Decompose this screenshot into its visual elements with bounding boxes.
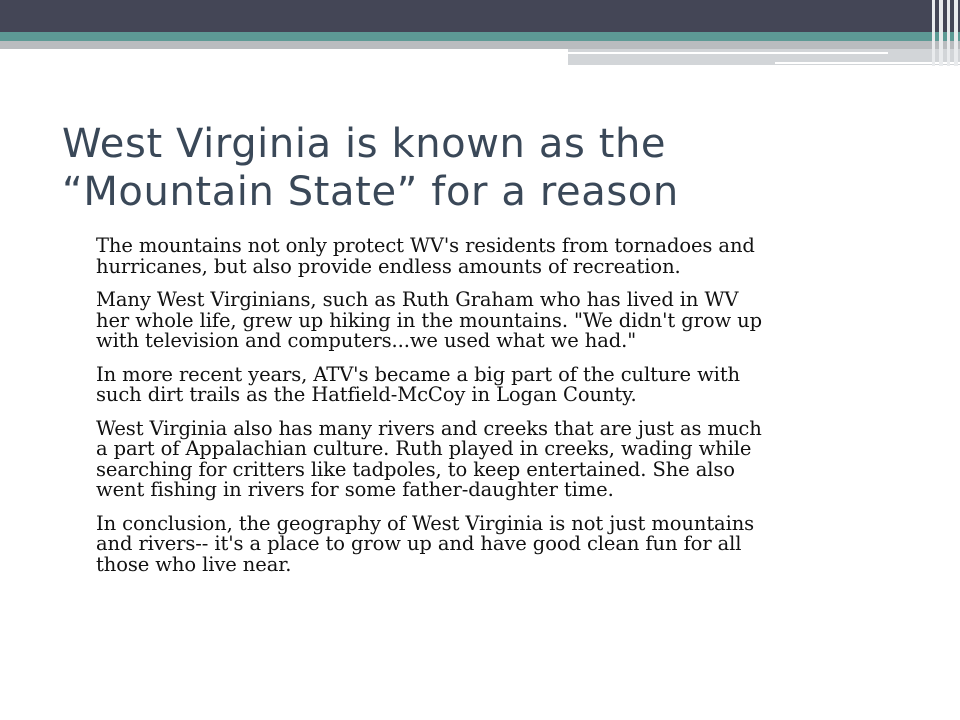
header-band-gray bbox=[0, 41, 960, 49]
body-text-line: In more recent years, ATV's became a big part of the culture with bbox=[96, 362, 741, 386]
body-text-line: a part of Appalachian culture. Ruth played in creeks, wading while bbox=[96, 437, 752, 460]
header-band-dark bbox=[0, 0, 960, 32]
slide-title bbox=[62, 120, 922, 216]
slide-title-line: West Virginia is known as the bbox=[62, 121, 667, 167]
header-band-teal bbox=[0, 32, 960, 41]
paragraph-mountains-protection bbox=[96, 236, 906, 277]
body-text-line: The mountains not only protect WV's residents from tornadoes and bbox=[96, 234, 755, 257]
body-text-line: with television and computers...we used what we had." bbox=[96, 329, 637, 352]
paragraph-ruth-graham-hiking bbox=[96, 290, 906, 352]
body-text-line: Many West Virginians, such as Ruth Graham who has lived in WV bbox=[96, 288, 739, 311]
header-edge-bars bbox=[930, 0, 960, 66]
paragraph-rivers-creeks bbox=[96, 416, 906, 501]
body-text-line: went fishing in rivers for some father-daughter time. bbox=[96, 478, 614, 501]
body-text-line: her whole life, grew up hiking in the mountains. "We didn't grow up bbox=[96, 308, 763, 332]
slide-body bbox=[96, 236, 906, 588]
body-text-line: those who live near. bbox=[96, 552, 292, 576]
body-text-line: In conclusion, the geography of West Virginia is not just mountains bbox=[96, 511, 755, 535]
slide-title-line: “Mountain State” for a reason bbox=[62, 169, 679, 215]
body-text-line: such dirt trails as the Hatfield-McCoy in Logan County. bbox=[96, 383, 637, 406]
header-accent-line bbox=[568, 52, 888, 54]
body-text-line: searching for critters like tadpoles, to keep entertained. She also bbox=[96, 457, 735, 481]
body-text-line: West Virginia also has many rivers and creeks that are just as much bbox=[96, 416, 762, 440]
body-text-line: hurricanes, but also provide endless amounts of recreation. bbox=[96, 254, 681, 278]
body-text-line: and rivers-- it's a place to grow up and have good clean fun for all bbox=[96, 532, 742, 555]
paragraph-atv-culture bbox=[96, 362, 906, 406]
paragraph-conclusion bbox=[96, 511, 906, 576]
